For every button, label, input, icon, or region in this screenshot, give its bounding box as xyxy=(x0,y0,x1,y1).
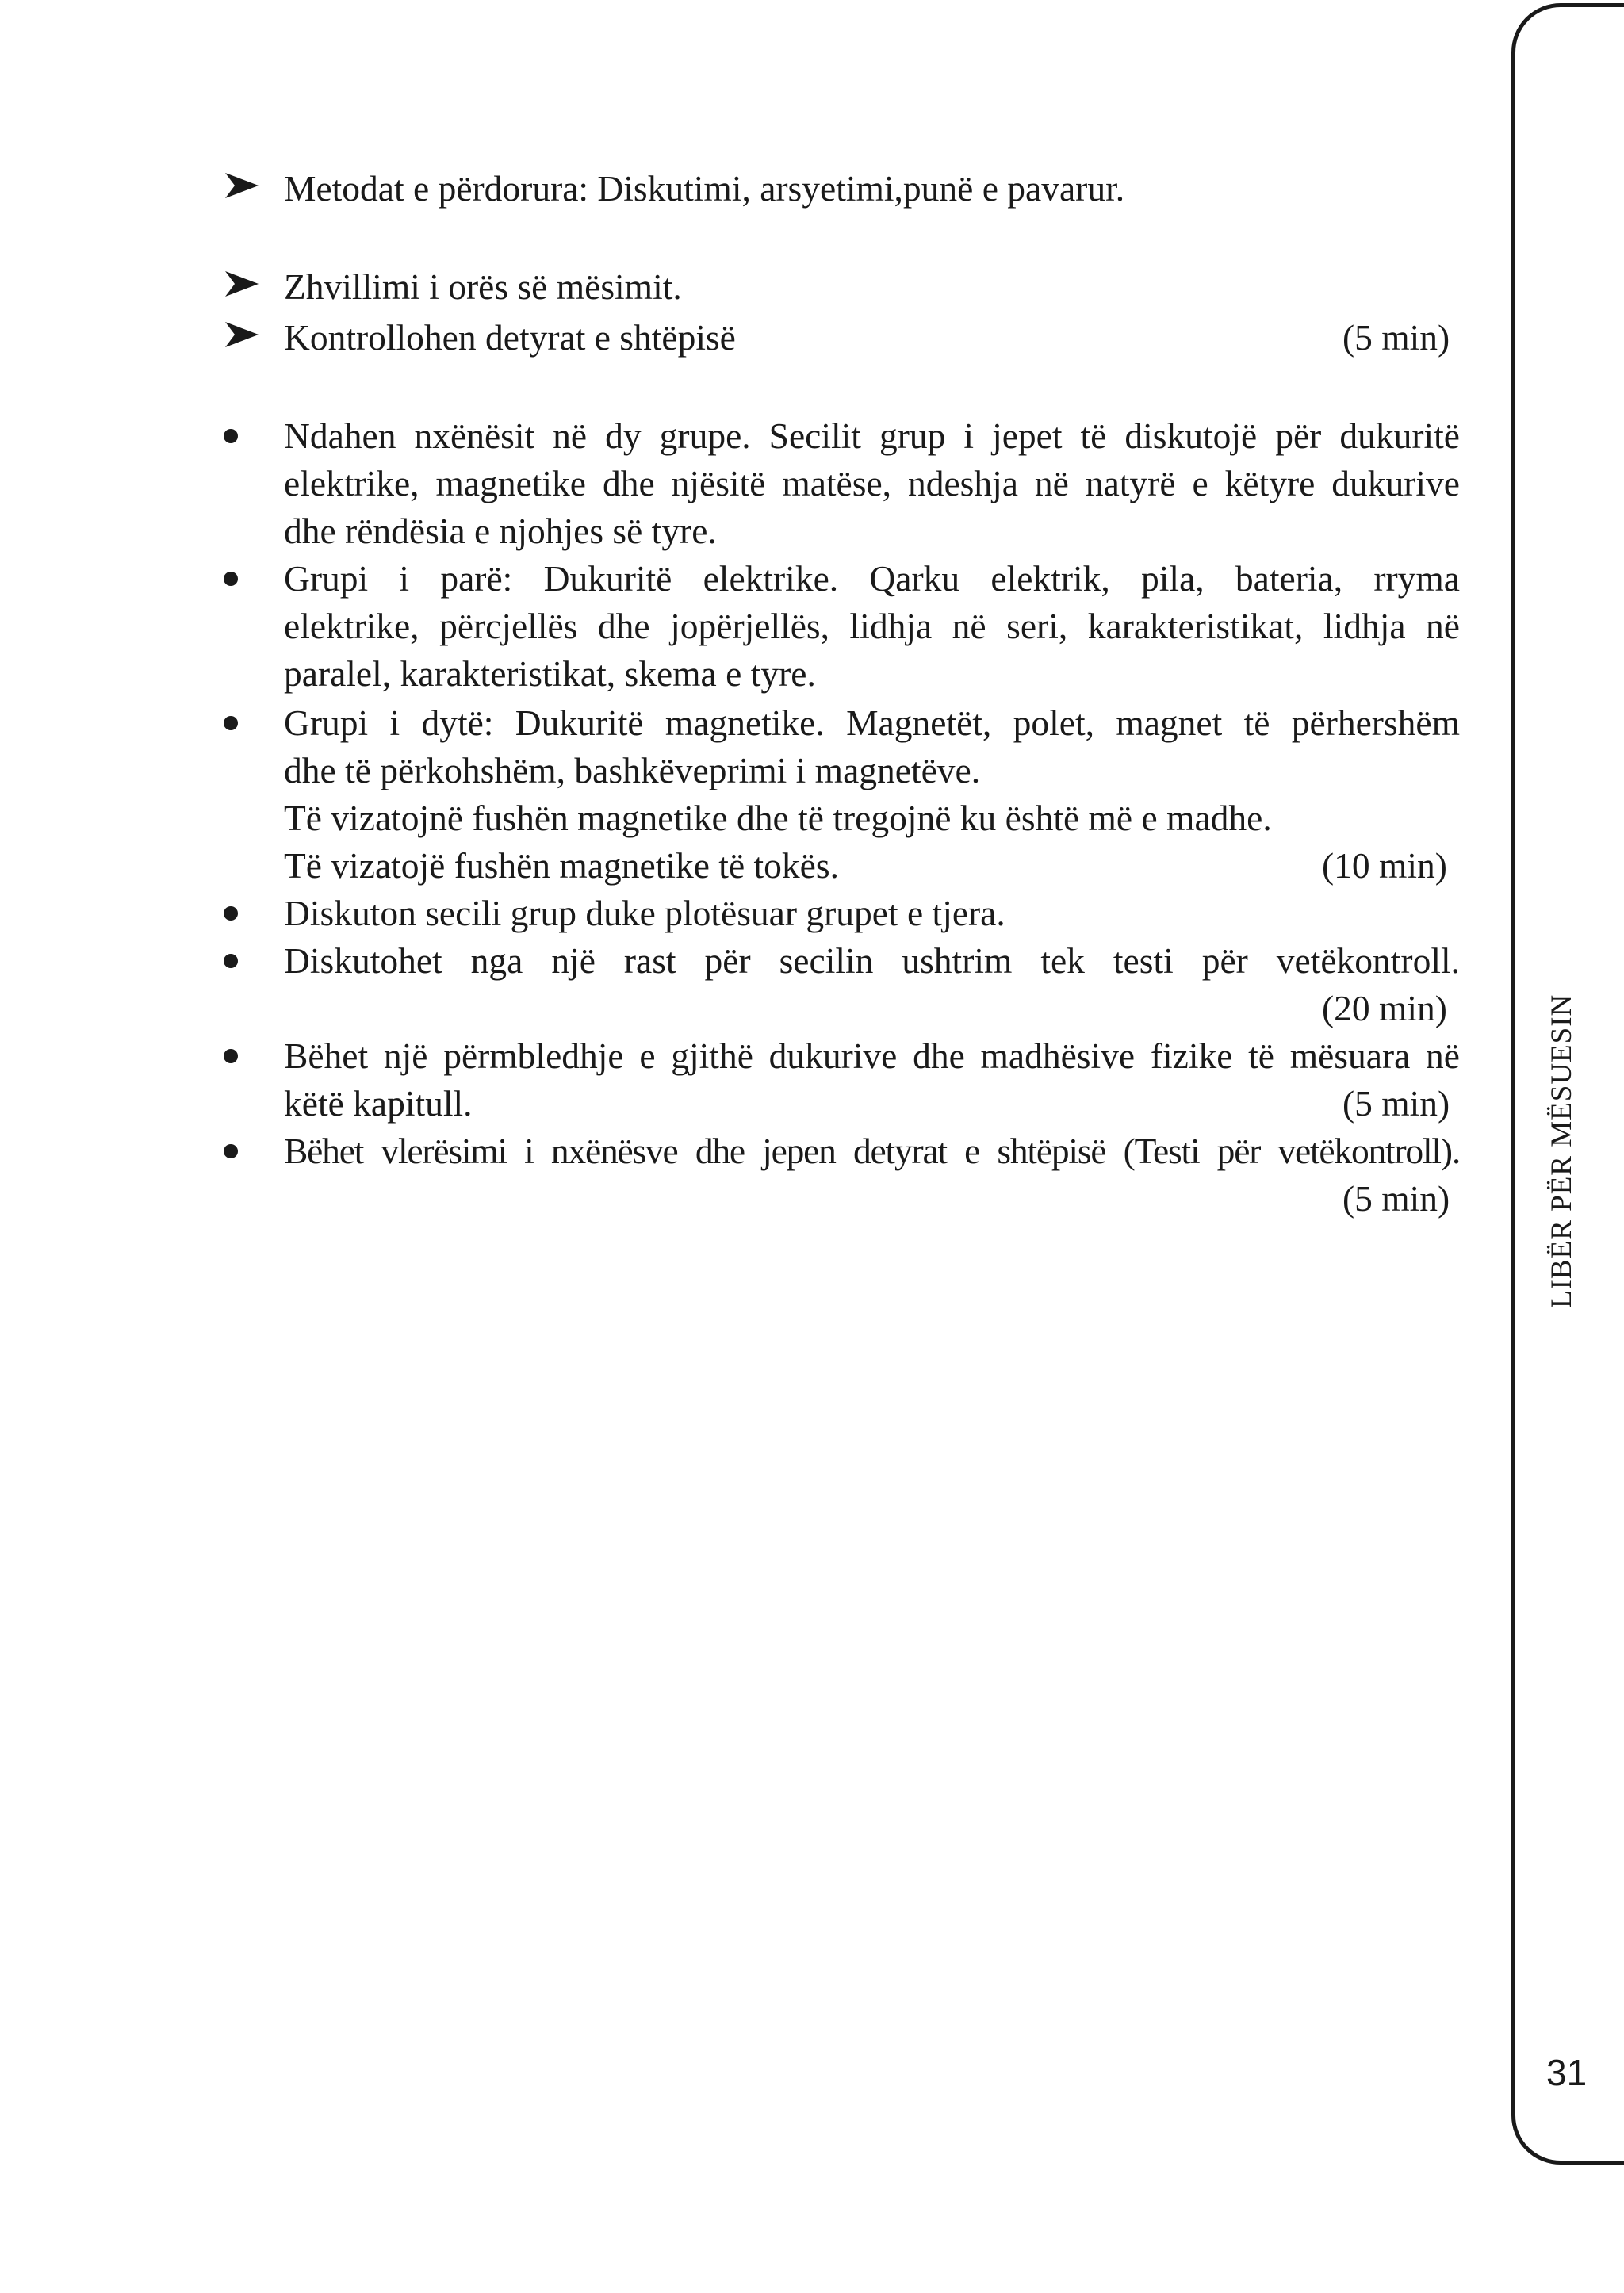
lesson-progress-line: Zhvillimi i orës së mësimit. xyxy=(284,266,682,307)
bullet-1-line-3: dhe rëndësia e njohjes së tyre. xyxy=(284,511,717,551)
bullet-dot xyxy=(224,954,238,968)
time-badge: (5 min) xyxy=(1342,1083,1450,1124)
bullet-2-line-1: Grupi i parë: Dukuritë elektrike. Qarku elektrik, pila, bateria, rryma xyxy=(284,558,1460,599)
bullet-dot xyxy=(224,906,238,921)
bullet-5-line-1: Diskutohet nga një rast për secilin ushtrim tek testi për vetëkontroll. xyxy=(284,940,1460,981)
bullet-3-line-1: Grupi i dytë: Dukuritë magnetike. Magnetët, polet, magnet të përhershëm xyxy=(284,702,1460,743)
bullet-dot xyxy=(224,572,238,586)
bullet-3-line-4: Të vizatojë fushën magnetike të tokës. xyxy=(284,845,839,886)
bullet-dot xyxy=(224,1049,238,1063)
bullet-4-line-1: Diskuton secili grup duke plotësuar grupet e tjera. xyxy=(284,893,1005,933)
page-number: 31 xyxy=(1546,2052,1588,2093)
bullet-7-line-1: Bëhet vlerësimi i nxënësve dhe jepen detyrat e shtëpisë (Testi për vetëkontroll). xyxy=(284,1131,1460,1171)
bullet-2-line-2: elektrike, përcjellës dhe jopërjellës, lidhja në seri, karakteristikat, lidhja në xyxy=(284,606,1460,646)
arrow-bullet-icon xyxy=(224,320,260,349)
bullet-dot xyxy=(224,716,238,730)
bullet-3-line-3: Të vizatojnë fushën magnetike dhe të tregojnë ku është më e madhe. xyxy=(284,798,1272,838)
arrow-bullet-icon xyxy=(224,171,260,200)
time-badge: (10 min) xyxy=(1322,845,1447,886)
bullet-dot xyxy=(224,429,238,443)
homework-check-line: Kontrollohen detyrat e shtëpisë xyxy=(284,317,736,358)
bullet-1-line-1: Ndahen nxënësit në dy grupe. Secilit grup i jepet të diskutojë për dukuritë xyxy=(284,415,1460,456)
time-badge: (20 min) xyxy=(1322,988,1447,1028)
side-label-text: LIBËR PËR MËSUESIN xyxy=(1545,993,1578,1308)
bullet-2-line-3: paralel, karakteristikat, skema e tyre. xyxy=(284,653,816,694)
bullet-1-line-2: elektrike, magnetike dhe njësitë matëse, ndeshja në natyrë e këtyre dukurive xyxy=(284,463,1460,503)
bullet-6-line-1: Bëhet një përmbledhje e gjithë dukurive dhe madhësive fizike të mësuara në xyxy=(284,1035,1460,1076)
time-badge: (5 min) xyxy=(1342,1178,1450,1219)
bullet-3-line-2: dhe të përkohshëm, bashkëveprimi i magnetëve. xyxy=(284,750,981,790)
arrow-bullet-icon xyxy=(224,270,260,298)
time-badge: (5 min) xyxy=(1342,317,1450,358)
methods-line: Metodat e përdorura: Diskutimi, arsyetimi,punë e pavarur. xyxy=(284,168,1125,209)
bullet-6-line-2: këtë kapitull. xyxy=(284,1083,473,1124)
bullet-dot xyxy=(224,1144,238,1158)
